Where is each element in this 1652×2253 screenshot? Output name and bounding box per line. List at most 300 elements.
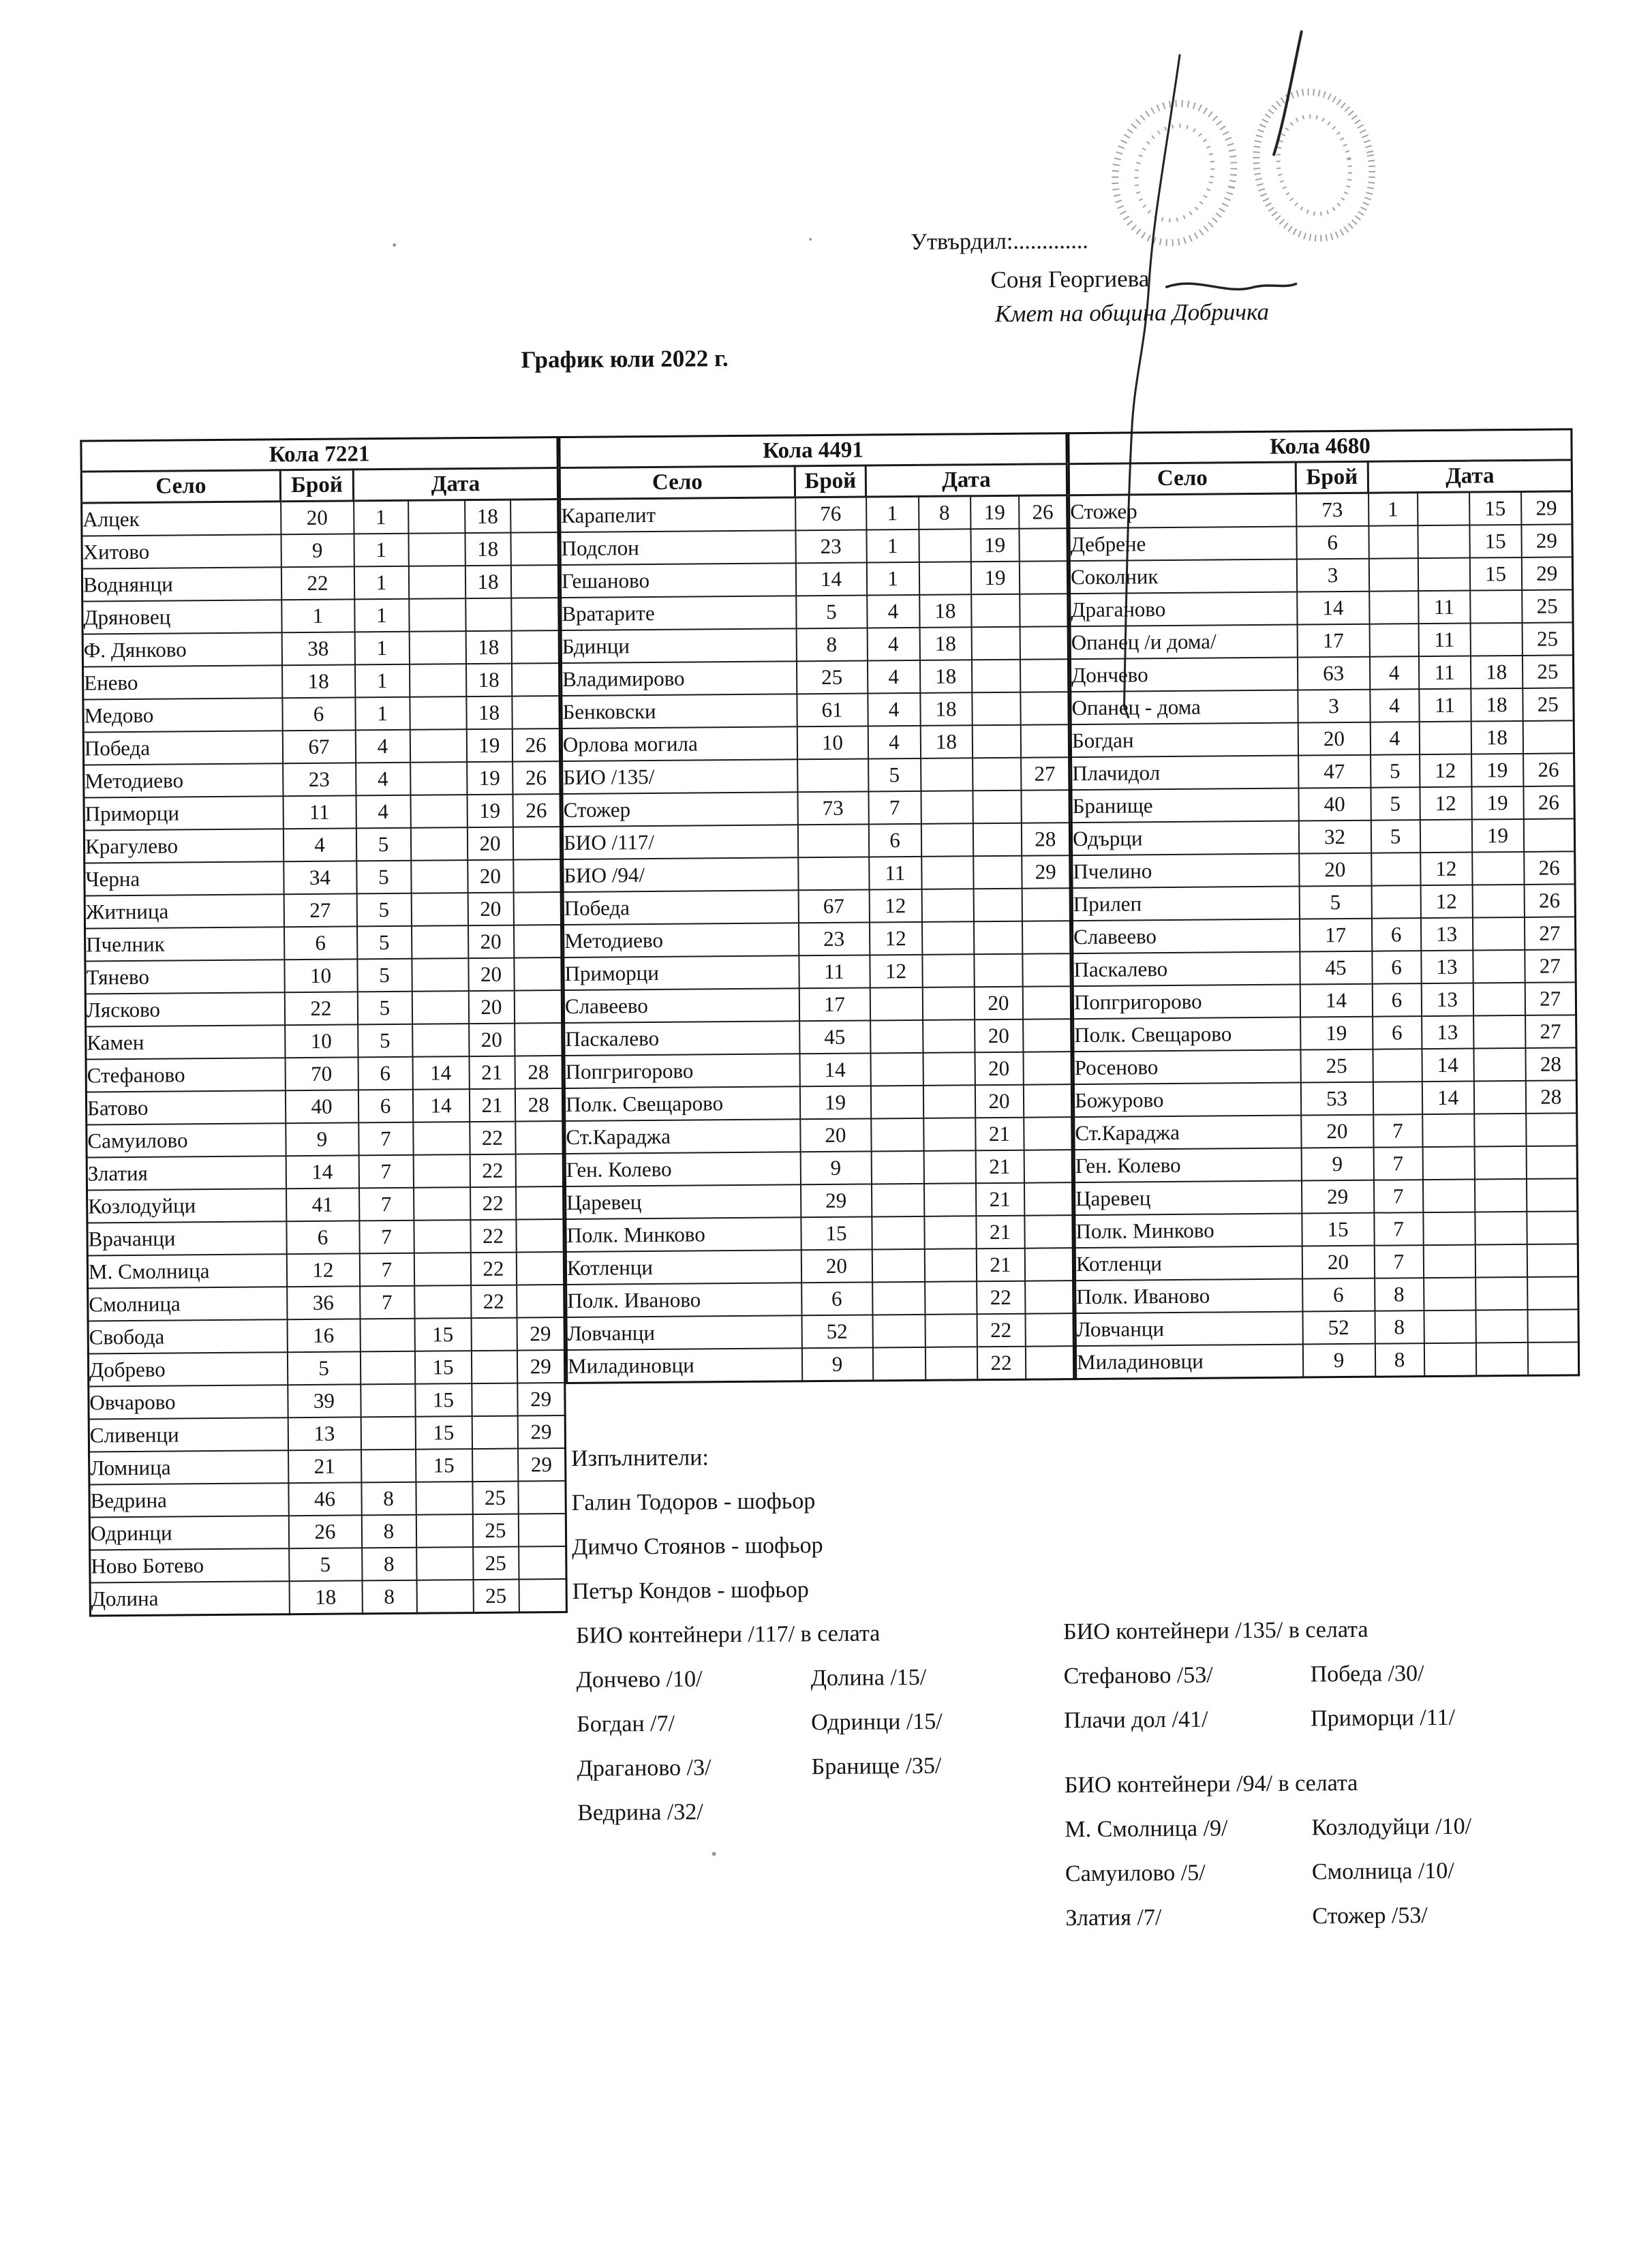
date-cell: 19 xyxy=(970,529,1019,562)
bio-village-count: Стожер /53/ xyxy=(1312,1903,1428,1929)
bio-village-count: Козлодуйци /10/ xyxy=(1311,1813,1472,1841)
date-cell xyxy=(1527,1244,1578,1277)
village-cell: Царевец xyxy=(566,1184,801,1219)
table-row xyxy=(562,724,1069,761)
village-cell: Ловчанци xyxy=(566,1315,801,1350)
date-cell xyxy=(1424,1343,1475,1377)
table-row xyxy=(83,696,560,732)
date-cell: 14 xyxy=(1422,1049,1473,1082)
date-cell xyxy=(1523,818,1574,852)
village-cell: Вратарите xyxy=(561,596,796,630)
village-cell: Методиево xyxy=(84,763,283,797)
table-row xyxy=(89,1415,565,1452)
date-cell: 12 xyxy=(869,889,921,923)
bio-village-count: Богдан /7/ xyxy=(577,1711,675,1737)
date-cell xyxy=(973,921,1022,955)
table-row xyxy=(87,1121,563,1157)
date-cell xyxy=(513,925,561,958)
table-row xyxy=(562,790,1069,827)
date-cell: 20 xyxy=(974,987,1022,1020)
count-cell: 41 xyxy=(286,1188,359,1221)
village-cell: Полк. Иваново xyxy=(566,1283,801,1317)
date-cell: 25 xyxy=(1522,655,1573,688)
date-cell xyxy=(1022,921,1070,954)
date-cell xyxy=(516,1219,564,1253)
date-cell xyxy=(511,630,559,664)
count-cell: 11 xyxy=(283,795,356,829)
date-cell: 1 xyxy=(355,697,410,731)
count-cell: 20 xyxy=(1301,1115,1373,1148)
date-cell: 8 xyxy=(1375,1278,1424,1311)
date-cell: 22 xyxy=(471,1285,517,1319)
date-cell xyxy=(409,664,465,697)
count-cell: 40 xyxy=(1298,788,1371,821)
bio-row xyxy=(576,1654,1053,1702)
date-cell: 1 xyxy=(1368,493,1418,526)
village-cell: Стожер xyxy=(562,792,797,827)
date-cell: 7 xyxy=(1373,1180,1422,1213)
table-row xyxy=(560,528,1067,565)
date-cell xyxy=(972,725,1020,758)
date-cell: 1 xyxy=(354,664,409,698)
count-cell: 20 xyxy=(1302,1246,1374,1279)
date-cell: 8 xyxy=(362,1548,416,1581)
table-row xyxy=(82,500,558,536)
date-cell xyxy=(870,1053,923,1086)
table-row xyxy=(562,757,1069,794)
bio-block-title: БИО контейнери /94/ в селата xyxy=(1064,1770,1358,1798)
village-cell: Попгригорово xyxy=(1073,985,1300,1020)
date-cell: 5 xyxy=(357,926,412,960)
date-cell xyxy=(361,1450,416,1483)
table-row xyxy=(84,827,560,863)
date-cell: 26 xyxy=(1523,786,1574,819)
date-cell xyxy=(870,987,922,1021)
count-cell xyxy=(797,759,868,793)
date-cell xyxy=(1424,1278,1475,1311)
date-cell: 22 xyxy=(977,1281,1025,1315)
scan-speck xyxy=(809,238,812,241)
date-cell xyxy=(1526,1178,1577,1212)
date-cell xyxy=(1373,1082,1422,1115)
date-cell xyxy=(923,1183,975,1216)
date-cell xyxy=(925,1281,977,1315)
date-cell xyxy=(1527,1342,1578,1375)
count-cell: 1 xyxy=(281,599,354,632)
date-cell xyxy=(973,758,1021,791)
date-cell: 19 xyxy=(970,562,1019,595)
bio-village-count: Одринци /15/ xyxy=(811,1708,943,1736)
date-cell: 26 xyxy=(512,729,560,762)
date-cell xyxy=(1472,852,1524,885)
count-cell: 34 xyxy=(284,861,356,894)
date-cell: 6 xyxy=(1371,918,1420,951)
date-cell xyxy=(512,696,560,729)
count-cell: 52 xyxy=(801,1315,872,1348)
table-row xyxy=(89,1481,566,1517)
village-cell: Камен xyxy=(86,1025,285,1059)
date-cell xyxy=(1025,1346,1073,1379)
date-cell: 25 xyxy=(472,1514,518,1548)
date-cell xyxy=(517,1285,564,1318)
date-cell: 4 xyxy=(1369,656,1418,690)
table-row xyxy=(90,1546,566,1582)
count-cell: 3 xyxy=(1298,690,1370,723)
bio-village-count: Златия /7/ xyxy=(1065,1905,1162,1931)
date-cell xyxy=(1475,1212,1527,1245)
date-cell xyxy=(515,1023,562,1056)
date-cell: 20 xyxy=(468,925,513,959)
date-cell: 6 xyxy=(358,1090,412,1123)
village-cell: Бдинци xyxy=(561,628,796,663)
count-cell: 20 xyxy=(1299,853,1371,887)
date-cell xyxy=(1475,1310,1527,1343)
date-cell: 7 xyxy=(359,1253,414,1287)
date-cell xyxy=(921,823,973,857)
village-cell: Миладиновци xyxy=(566,1348,801,1383)
table-row xyxy=(85,990,562,1026)
date-cell: 25 xyxy=(473,1580,519,1613)
village-cell: Енево xyxy=(82,665,281,699)
date-cell xyxy=(360,1319,414,1352)
date-cell: 15 xyxy=(415,1383,472,1417)
date-cell xyxy=(1526,1113,1577,1146)
count-cell: 13 xyxy=(288,1417,361,1450)
bio-village-count: Самуилово /5/ xyxy=(1065,1860,1206,1887)
count-cell: 5 xyxy=(287,1351,360,1385)
date-cell xyxy=(1369,624,1418,657)
date-cell xyxy=(414,1187,470,1221)
date-cell: 29 xyxy=(517,1317,564,1351)
date-cell xyxy=(1470,623,1522,656)
date-cell: 13 xyxy=(1422,1016,1473,1049)
count-cell: 11 xyxy=(799,955,870,988)
date-cell xyxy=(973,823,1021,857)
village-cell: Козлодуйци xyxy=(87,1189,286,1223)
date-cell: 19 xyxy=(1471,786,1523,820)
date-cell: 8 xyxy=(1375,1343,1424,1377)
date-cell: 7 xyxy=(359,1188,414,1221)
date-cell xyxy=(1019,561,1067,594)
schedule-table-2 xyxy=(1067,428,1580,1380)
bio-row xyxy=(577,1698,1054,1746)
date-cell: 1 xyxy=(354,534,408,567)
table-row xyxy=(1075,1309,1578,1346)
date-cell: 25 xyxy=(1523,688,1574,721)
date-cell xyxy=(416,1580,473,1613)
count-cell: 9 xyxy=(1301,1148,1373,1181)
count-cell: 14 xyxy=(1297,592,1369,625)
date-cell: 7 xyxy=(1374,1245,1423,1278)
date-cell xyxy=(409,631,465,664)
date-cell xyxy=(1422,1180,1474,1213)
date-cell xyxy=(472,1416,517,1450)
executor-item: Галин Тодоров - шофьор xyxy=(571,1488,816,1516)
date-cell: 13 xyxy=(1420,918,1472,951)
count-cell: 14 xyxy=(799,1053,870,1086)
date-cell: 25 xyxy=(1522,622,1573,656)
date-cell: 4 xyxy=(867,595,919,628)
village-cell: Ф. Дянково xyxy=(82,632,281,666)
date-cell xyxy=(973,856,1022,889)
count-cell: 19 xyxy=(1300,1017,1373,1050)
count-cell: 39 xyxy=(288,1384,361,1417)
count-cell: 6 xyxy=(282,697,355,731)
count-cell: 19 xyxy=(799,1086,870,1119)
date-cell xyxy=(971,594,1020,628)
date-cell: 13 xyxy=(1421,951,1473,984)
village-cell: Хитово xyxy=(82,534,281,568)
date-cell: 12 xyxy=(1420,885,1472,919)
date-cell: 25 xyxy=(472,1482,518,1515)
village-cell: Дебрене xyxy=(1069,527,1296,562)
date-cell: 18 xyxy=(1471,721,1523,754)
count-cell: 18 xyxy=(281,664,354,698)
count-cell: 25 xyxy=(796,661,867,694)
date-cell: 5 xyxy=(357,992,412,1025)
count-cell: 45 xyxy=(799,1020,870,1054)
village-cell: М. Смолница xyxy=(87,1254,286,1288)
date-cell: 22 xyxy=(470,1154,515,1188)
table-row xyxy=(564,1052,1071,1088)
date-cell xyxy=(518,1514,566,1547)
count-cell: 23 xyxy=(283,763,356,796)
date-cell: 26 xyxy=(1019,495,1067,529)
date-cell xyxy=(1373,1049,1422,1082)
date-cell xyxy=(923,1020,975,1053)
date-cell: 4 xyxy=(355,730,410,763)
date-cell: 19 xyxy=(1471,819,1523,853)
date-cell: 4 xyxy=(868,693,920,726)
date-cell: 1 xyxy=(354,500,408,534)
date-cell xyxy=(361,1384,415,1417)
date-cell xyxy=(408,533,465,566)
count-cell: 25 xyxy=(1300,1049,1373,1083)
table-row xyxy=(89,1383,565,1419)
table-row xyxy=(1071,786,1574,823)
village-cell: Смолница xyxy=(88,1287,287,1321)
table-row xyxy=(1075,1276,1578,1313)
date-cell: 18 xyxy=(920,692,972,726)
date-cell: 6 xyxy=(1372,951,1421,984)
count-cell: 9 xyxy=(801,1347,872,1381)
count-cell: 27 xyxy=(284,893,356,927)
date-cell: 26 xyxy=(1523,753,1574,786)
date-cell xyxy=(413,1122,470,1155)
date-column-header: Дата xyxy=(353,468,557,501)
date-cell xyxy=(412,958,468,992)
table-row xyxy=(560,561,1067,598)
count-cell: 3 xyxy=(1296,559,1368,592)
bio-village-count: М. Смолница /9/ xyxy=(1065,1815,1228,1843)
date-cell: 20 xyxy=(468,958,514,992)
count-column-header: Брой xyxy=(280,470,353,502)
date-cell: 12 xyxy=(870,955,922,988)
date-cell xyxy=(1473,1015,1525,1049)
date-cell xyxy=(872,1347,925,1381)
count-cell: 76 xyxy=(795,497,866,530)
date-cell: 7 xyxy=(1373,1147,1422,1180)
date-cell xyxy=(923,1052,975,1086)
date-cell xyxy=(360,1351,414,1385)
table-row xyxy=(1075,1211,1578,1248)
village-cell: Стефаново xyxy=(86,1058,285,1092)
table-row xyxy=(1074,1178,1577,1215)
bio-village-count: Дончево /10/ xyxy=(576,1666,703,1693)
date-cell xyxy=(471,1318,517,1351)
count-cell: 4 xyxy=(283,828,356,861)
date-cell: 12 xyxy=(869,922,921,955)
date-cell: 15 xyxy=(1469,557,1521,591)
village-cell: Победа xyxy=(83,731,282,765)
date-cell xyxy=(1418,525,1469,559)
date-cell: 18 xyxy=(920,725,972,758)
table-row xyxy=(1072,851,1575,888)
date-cell: 7 xyxy=(360,1286,414,1319)
date-cell: 20 xyxy=(468,860,513,893)
round-stamp-icon xyxy=(1244,82,1384,248)
date-cell: 11 xyxy=(1418,624,1470,657)
date-cell xyxy=(412,1024,469,1057)
date-cell: 18 xyxy=(466,696,512,730)
bio-village-count: Смолница /10/ xyxy=(1311,1858,1454,1885)
car-header: Кола 7221 xyxy=(81,438,557,472)
executor-item: Петър Кондов - шофьор xyxy=(572,1577,809,1604)
date-cell xyxy=(871,1151,923,1184)
count-cell: 17 xyxy=(1299,919,1371,952)
village-cell: Черна xyxy=(85,861,284,895)
village-cell: Воднянци xyxy=(82,567,281,601)
date-cell xyxy=(924,1216,976,1249)
table-row xyxy=(1071,818,1574,855)
date-cell: 21 xyxy=(469,1089,515,1122)
date-cell: 29 xyxy=(1022,855,1070,889)
date-cell: 15 xyxy=(414,1351,471,1384)
village-cell: Овчарово xyxy=(89,1385,288,1419)
bio-row xyxy=(1065,1892,1583,1940)
date-cell xyxy=(416,1547,473,1580)
date-cell: 8 xyxy=(362,1580,416,1614)
date-cell xyxy=(1024,1117,1072,1150)
date-cell: 20 xyxy=(467,827,513,861)
village-cell: Добрево xyxy=(88,1352,287,1386)
date-cell xyxy=(516,1252,564,1285)
date-cell xyxy=(410,762,467,795)
date-cell xyxy=(1474,1179,1526,1212)
table-row xyxy=(82,565,558,601)
date-cell: 19 xyxy=(467,762,513,795)
village-cell: Миладиновци xyxy=(1075,1345,1302,1379)
bio-block-117 xyxy=(576,1610,1055,1835)
village-cell: Полк. Иваново xyxy=(1075,1279,1302,1314)
count-cell xyxy=(797,825,868,858)
table-row xyxy=(1070,655,1573,692)
table-row xyxy=(1074,1146,1577,1182)
date-cell xyxy=(511,598,559,631)
count-cell: 16 xyxy=(287,1319,360,1352)
date-cell xyxy=(1022,888,1070,921)
date-cell xyxy=(1527,1309,1578,1343)
date-cell xyxy=(921,758,973,791)
bio-village-count: Победа /30/ xyxy=(1310,1661,1424,1687)
car-header: Кола 4491 xyxy=(560,433,1067,468)
table-row xyxy=(86,1056,562,1092)
count-cell xyxy=(798,857,869,891)
date-cell xyxy=(1023,1052,1071,1085)
date-cell xyxy=(1022,986,1071,1020)
date-cell xyxy=(1475,1343,1527,1376)
village-cell: Сливенци xyxy=(89,1417,288,1452)
village-cell: Врачанци xyxy=(87,1221,286,1255)
date-cell: 26 xyxy=(1524,884,1575,917)
count-cell: 26 xyxy=(288,1515,361,1548)
table-row xyxy=(90,1579,566,1616)
date-cell: 20 xyxy=(975,1052,1023,1086)
village-cell: Ведрина xyxy=(89,1483,288,1517)
date-cell xyxy=(408,566,465,599)
count-cell: 14 xyxy=(286,1155,358,1189)
count-cell: 40 xyxy=(285,1090,358,1123)
date-cell xyxy=(1473,983,1525,1016)
count-cell: 5 xyxy=(1299,886,1371,919)
count-cell: 9 xyxy=(1302,1344,1375,1377)
date-cell: 21 xyxy=(975,1183,1024,1216)
date-cell xyxy=(1527,1276,1578,1310)
date-cell: 18 xyxy=(1470,656,1522,689)
bio-row xyxy=(1063,1650,1581,1698)
date-cell xyxy=(361,1417,415,1450)
count-cell: 67 xyxy=(798,889,869,923)
table-row xyxy=(1073,1047,1576,1084)
date-cell xyxy=(1472,885,1524,918)
date-cell: 19 xyxy=(466,729,512,763)
date-cell: 29 xyxy=(1521,524,1572,557)
date-cell xyxy=(872,1282,925,1315)
bio-village-count: Стефаново /53/ xyxy=(1063,1662,1213,1689)
date-cell: 11 xyxy=(869,857,921,890)
table-row xyxy=(86,1088,562,1124)
village-cell: Полк. Свещарово xyxy=(564,1086,799,1121)
date-cell: 27 xyxy=(1525,1015,1576,1048)
count-cell: 6 xyxy=(1302,1278,1375,1312)
date-cell: 7 xyxy=(358,1122,413,1156)
date-cell xyxy=(411,860,468,893)
date-cell xyxy=(412,991,468,1024)
date-cell: 21 xyxy=(976,1216,1024,1249)
date-cell: 4 xyxy=(867,628,919,661)
count-cell: 5 xyxy=(796,596,867,629)
date-cell: 5 xyxy=(358,1024,412,1058)
date-cell xyxy=(924,1248,976,1282)
village-cell: Победа xyxy=(563,890,798,925)
date-cell xyxy=(1369,591,1418,624)
table-row xyxy=(1070,622,1573,659)
bio-village-count: Приморци /11/ xyxy=(1311,1704,1456,1732)
date-cell: 8 xyxy=(919,496,970,530)
table-row xyxy=(86,1023,562,1059)
date-cell xyxy=(921,791,973,824)
date-cell xyxy=(1418,558,1469,592)
table-row xyxy=(1073,982,1576,1019)
date-cell: 14 xyxy=(412,1056,469,1090)
date-cell: 27 xyxy=(1525,949,1576,983)
table-row xyxy=(87,1219,564,1255)
village-cell: Крагулево xyxy=(84,829,283,863)
date-cell xyxy=(1024,1182,1072,1216)
table-row xyxy=(83,729,560,765)
table-row xyxy=(563,855,1070,892)
count-cell: 20 xyxy=(281,501,354,534)
